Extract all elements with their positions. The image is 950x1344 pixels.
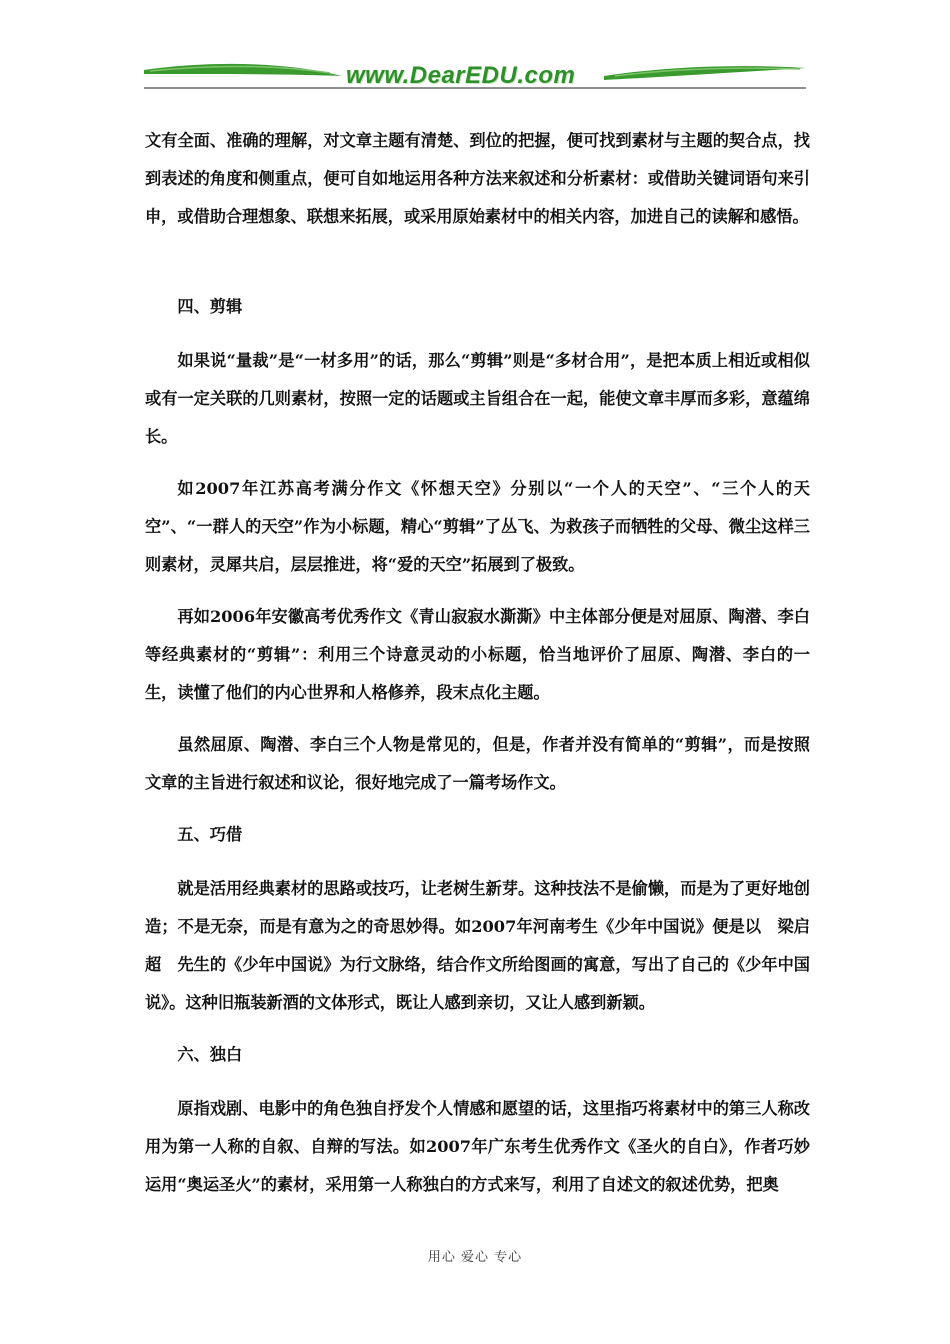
site-logo-text: www.DearEDU.com <box>346 62 576 89</box>
paragraph: 如果说“量裁”是“一材多用”的话，那么“剪辑”则是“多材合用”，是把本质上相近或相似或有一定关联的几则素材，按照一定的话题或主旨组合在一起，能使文章丰厚而多彩，意蕴绵长。 <box>145 351 810 446</box>
document-body <box>145 122 810 1204</box>
paragraph: 虽然屈原、陶潜、李白三个人物是常见的，但是，作者并没有简单的“剪辑”，而是按照文章的主旨进行叙述和议论，很好地完成了一篇考场作文。 <box>145 735 810 792</box>
paragraph: 原指戏剧、电影中的角色独自抒发个人情感和愿望的话，这里指巧将素材中的第三人称改用为第一人称的自叙、自辩的写法。如2007年广东考生优秀作文《圣火的自白》，作者巧妙运用“奥运圣火”的素材，采用第一人称独白的方式来写，利用了自述文的叙述优势，把奥 <box>145 1099 810 1194</box>
paragraph-intro: 文有全面、准确的理解，对文章主题有清楚、到位的把握，便可找到素材与主题的契合点，找到表述的角度和侧重点，便可自如地运用各种方法来叙述和分析素材：或借助关键词语句来引申，或借助合理想象、联想来拓展，或采用原始素材中的相关内容，加进自己的读解和感悟。 <box>145 131 810 226</box>
paragraph: 如2007年江苏高考满分作文《怀想天空》分别以“一个人的天空”、“三个人的天空”、“一群人的天空”作为小标题，精心“剪辑”了丛飞、为救孩子而牺牲的父母、微尘这样三则素材，灵犀共启，层层推进，将“爱的天空”拓展到了极致。 <box>145 479 810 574</box>
page-footer: 用心 爱心 专心 <box>427 1250 523 1265</box>
section-heading-jianji: 四、剪辑 <box>177 297 243 316</box>
paragraph: 再如2006年安徽高考优秀作文《青山寂寂水澌澌》中主体部分便是对屈原、陶潜、李白等经典素材的“剪辑”：利用三个诗意灵动的小标题，恰当地评价了屈原、陶潜、李白的一生，读懂了他们的内心世界和人格修养，段末点化主题。 <box>145 607 810 702</box>
page-header <box>0 0 950 100</box>
paragraph: 就是活用经典素材的思路或技巧，让老树生新芽。这种技法不是偷懒，而是为了更好地创造；不是无奈，而是有意为之的奇思妙得。如2007年河南考生《少年中国说》便是以 梁启超 先生的《少年中国说》为行文脉络，结合作文所给图画的寓意，写出了自己的《少年中国说》。这种旧瓶装新酒的文体形式，既让人感到亲切，又让人感到新颖。 <box>145 879 810 1012</box>
section-heading-dubai: 六、独白 <box>177 1045 243 1064</box>
section-heading-qiaojie: 五、巧借 <box>177 825 243 844</box>
